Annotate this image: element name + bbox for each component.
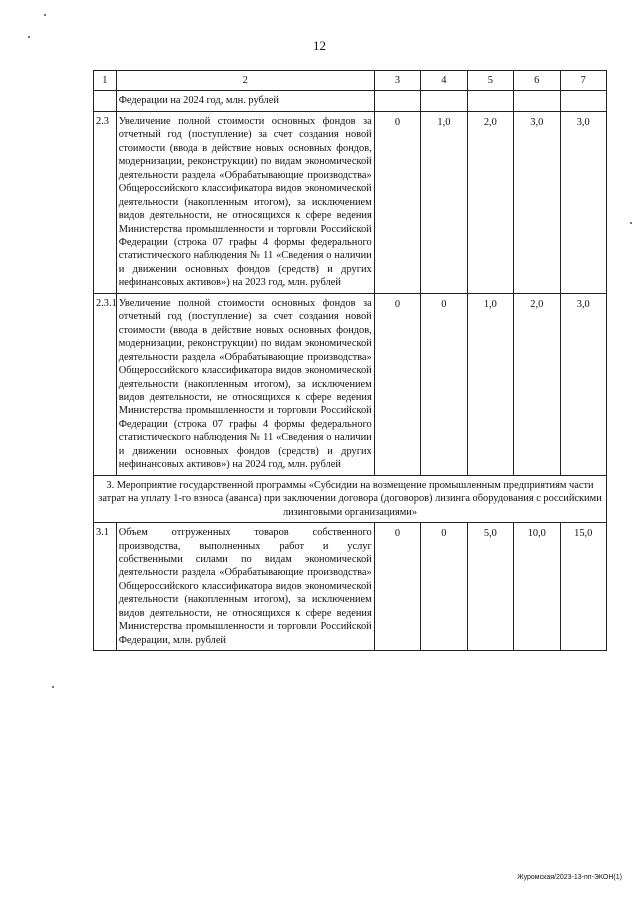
row-number <box>94 91 117 111</box>
indicator-value: 5,0 <box>467 523 513 651</box>
indicator-value: 3,0 <box>560 111 607 293</box>
indicator-value: 1,0 <box>467 293 513 475</box>
indicator-value <box>560 91 607 111</box>
table-row <box>94 91 607 111</box>
indicator-description: Увеличение полной стоимости основных фондов за отчетный год (поступление) за счет создания новой стоимости (ввода в действие новых основных фондов, модернизации, реконструкции) по видам экономической деятельности раздела «Обрабатывающие производства» Общероссийского классификатора видов экономической деятельности (накопленным итогом), за исключением видов деятельности, не относящихся к сфере ведения Министерства промышленности и торговли Российской Федерации (строка 07 графы 4 формы федерального статистического наблюдения № 11 «Сведения о наличии и движении основных фондов (средств) и других нефинансовых активов») на 2024 год, млн. рублей <box>116 293 374 475</box>
column-header: 4 <box>421 71 467 91</box>
indicator-value: 10,0 <box>514 523 560 651</box>
indicator-value <box>421 91 467 111</box>
indicator-value: 0 <box>421 523 467 651</box>
column-header: 1 <box>94 71 117 91</box>
table-row <box>94 523 607 651</box>
indicator-description: Объем отгруженных товаров собственного производства, выполненных работ и услуг собственными силами по видам экономической деятельности раздела «Обрабатывающие производства» Общероссийского классификатора видов экономической деятельности (накопленным итогом), за исключением видов деятельности, не относящихся к сфере ведения Министерства промышленности и торговли Российской Федерации, млн. рублей <box>116 523 374 651</box>
indicator-value: 0 <box>374 293 420 475</box>
indicator-value: 2,0 <box>467 111 513 293</box>
column-header: 2 <box>116 71 374 91</box>
indicator-description: Увеличение полной стоимости основных фондов за отчетный год (поступление) за счет создания новой стоимости (ввода в действие новых основных фондов, модернизации, реконструкции) по видам экономической деятельности раздела «Обрабатывающие производства» Общероссийского классификатора видов экономической деятельности (накопленным итогом), за исключением видов деятельности, не относящихся к сфере ведения Министерства промышленности и торговли Российской Федерации (строка 07 графы 4 формы федерального статистического наблюдения № 11 «Сведения о наличии и движении основных фондов (средств) и других нефинансовых активов») на 2023 год, млн. рублей <box>116 111 374 293</box>
indicator-value <box>374 91 420 111</box>
table-row <box>94 293 607 475</box>
indicator-value: 0 <box>421 293 467 475</box>
indicator-value <box>514 91 560 111</box>
column-number-row <box>94 71 607 91</box>
scan-speck <box>44 14 46 16</box>
indicator-value: 2,0 <box>514 293 560 475</box>
column-header: 3 <box>374 71 420 91</box>
row-number: 2.3.1 <box>94 293 117 475</box>
indicator-value <box>467 91 513 111</box>
document-footer-id: Журомская/2023-13-пп-ЭКОН(1) <box>517 874 622 881</box>
row-number: 2.3 <box>94 111 117 293</box>
column-header: 6 <box>514 71 560 91</box>
indicator-value: 0 <box>374 111 420 293</box>
indicator-description: Федерации на 2024 год, млн. рублей <box>116 91 374 111</box>
column-header: 5 <box>467 71 513 91</box>
scan-speck <box>28 36 30 38</box>
scan-speck <box>52 686 54 688</box>
row-number: 3.1 <box>94 523 117 651</box>
indicator-value: 3,0 <box>560 293 607 475</box>
indicator-value: 1,0 <box>421 111 467 293</box>
indicator-value: 0 <box>374 523 420 651</box>
indicator-value: 15,0 <box>560 523 607 651</box>
section-header: 3. Мероприятие государственной программы «Субсидии на возмещение промышленным предприятиям части затрат на уплату 1-го взноса (аванса) при заключении договора (договоров) лизинга оборудования с российскими лизинговыми организациями» <box>94 475 607 522</box>
section-header-row <box>94 475 607 522</box>
scan-speck <box>630 222 632 224</box>
page-number: 12 <box>313 38 326 53</box>
indicators-table <box>93 70 607 651</box>
column-header: 7 <box>560 71 607 91</box>
indicator-value: 3,0 <box>514 111 560 293</box>
table-row <box>94 111 607 293</box>
